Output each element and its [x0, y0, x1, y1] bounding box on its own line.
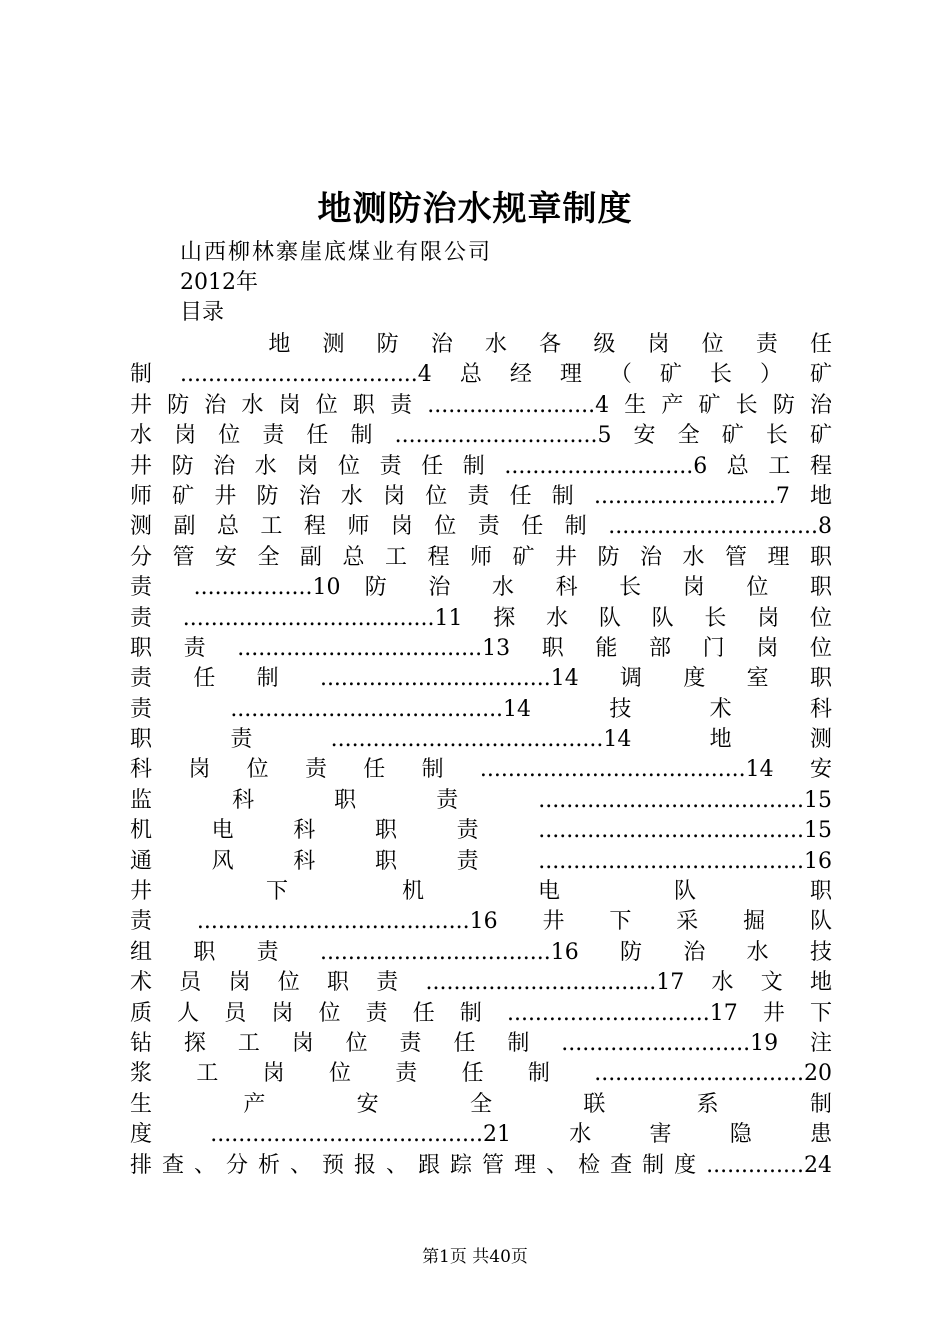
toc-line: 责 .................10 防 治 水 科 长 岗 位 职 — [130, 575, 832, 601]
company-name: 山西柳林寨崖底煤业有限公司 — [180, 240, 493, 265]
toc-line: 浆工岗位责任制..............................20 — [130, 1061, 832, 1087]
toc-heading: 目录 — [180, 300, 225, 325]
toc-line: 责.......................................16井下采掘队 — [130, 909, 832, 935]
toc-line: 井防治水岗位职责........................4生产矿长防治 — [130, 392, 832, 418]
toc-line: 监科职责......................................15 — [130, 787, 832, 813]
toc-line: 责任制.................................14调度室职 — [130, 666, 832, 692]
toc-line: 生 产 安 全 联 系 制 — [130, 1091, 832, 1117]
toc-line: 师矿井防治水岗位责任制..........................7地 — [130, 483, 832, 509]
toc-line: 水岗位责任制.............................5安全矿长矿 — [130, 423, 832, 449]
toc-line: 术员岗位职责.................................17水文地 — [130, 970, 832, 996]
toc-line: 通风科职责......................................16 — [130, 848, 832, 874]
table-of-contents — [130, 330, 832, 1181]
toc-line: 组职责.................................16防治水技 — [130, 939, 832, 965]
toc-line: 制..................................4总经理（矿长）矿 — [130, 362, 832, 388]
toc-line: 井防治水岗位责任制...........................6总工程 — [130, 453, 832, 479]
toc-line: 职责.......................................14地测 — [130, 727, 832, 753]
toc-line: 责....................................11探水队队长岗位 — [130, 605, 832, 631]
toc-line: 度.......................................21水害隐患 — [130, 1122, 832, 1148]
page-footer: 第1页 共40页 — [422, 1247, 528, 1267]
toc-line: 质人员岗位责任制.............................17井下 — [130, 1000, 832, 1026]
toc-line: 地 测 防 治 水 各 级 岗 位 责 任 — [130, 332, 832, 357]
toc-line: 分 管 安 全 副 总 工 程 师 矿 井 防 治 水 管 理 职 — [130, 544, 832, 570]
document-year: 2012年 — [180, 270, 258, 295]
toc-line: 责.......................................14技术科 — [130, 696, 832, 722]
toc-line: 职责...................................13职能部门岗位 — [130, 635, 832, 661]
toc-line: 科岗位责任制......................................14安 — [130, 757, 832, 783]
toc-line: 机电科职责......................................15 — [130, 818, 832, 844]
toc-line: 测副总工程师岗位责任制..............................8 — [130, 514, 832, 540]
toc-line: 井 下 机 电 队 职 — [130, 879, 832, 905]
document-title: 地测防治水规章制度 — [317, 189, 633, 229]
toc-line: 钻探工岗位责任制...........................19注 — [130, 1030, 832, 1056]
toc-line: 排查、分析、预报、跟踪管理、检查制度..............24 — [130, 1152, 832, 1178]
